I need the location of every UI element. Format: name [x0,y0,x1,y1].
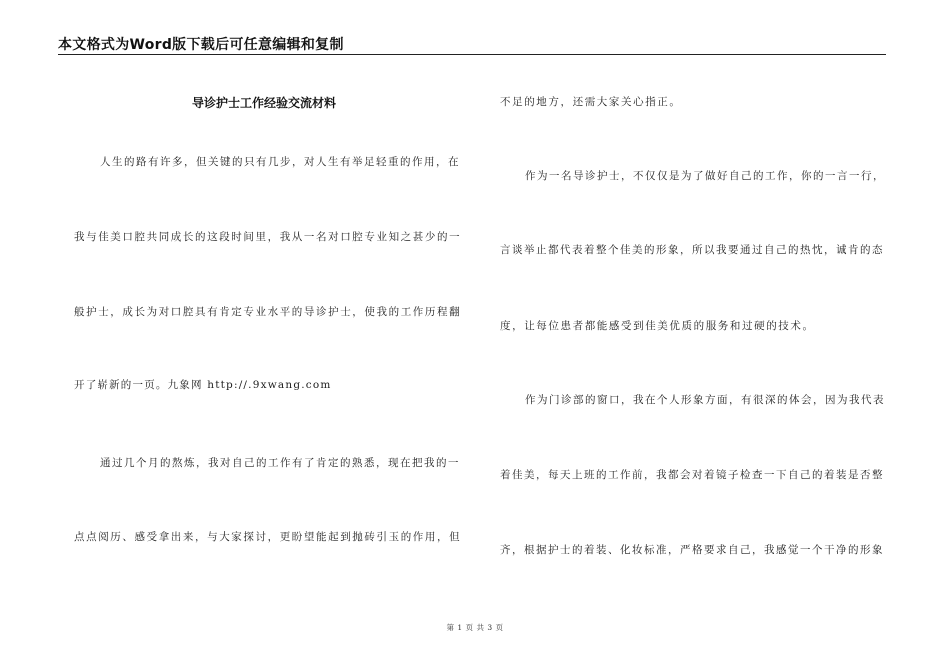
left-paragraph-line: 我与佳美口腔共同成长的这段时间里，我从一名对口腔专业知之甚少的一 [74,231,462,243]
left-paragraph-line: 通过几个月的熬炼，我对自己的工作有了肯定的熟悉，现在把我的一 [100,457,460,469]
right-paragraph-line: 齐，根据护士的着装、化妆标准，严格要求自己，我感觉一个干净的形象 [500,544,884,556]
right-paragraph-line: 不足的地方，还需大家关心指正。 [500,96,682,108]
right-paragraph-line: 度，让每位患者都能感受到佳美优质的服务和过硬的技术。 [500,320,815,332]
right-paragraph-line: 言谈举止都代表着整个佳美的形象，所以我要通过自己的热忱，诚肯的态 [500,244,884,256]
format-banner: 本文格式为Word版下载后可任意编辑和复制 [58,37,344,53]
left-paragraph-line: 人生的路有许多，但关键的只有几步，对人生有举足轻重的作用，在 [100,156,460,168]
right-paragraph-line: 作为门诊部的窗口，我在个人形象方面，有很深的体会，因为我代表 [525,394,885,406]
left-paragraph-line: 点点阅历、感受拿出来，与大家探讨，更盼望能起到抛砖引玉的作用，但 [74,531,462,543]
left-paragraph-line: 般护士，成长为对口腔具有肯定专业水平的导诊护士，使我的工作历程翻 [74,306,462,318]
document-title: 导诊护士工作经验交流材料 [191,96,336,110]
left-paragraph-line: 开了崭新的一页。九象网 http://.9xwang.com [74,379,332,391]
right-paragraph-line: 着佳美，每天上班的工作前，我都会对着镜子检查一下自己的着装是否整 [500,469,884,481]
header-divider [58,54,886,55]
right-paragraph-line: 作为一名导诊护士，不仅仅是为了做好自己的工作，你的一言一行， [525,170,885,182]
page-number: 第 1 页 共 3 页 [446,623,504,632]
